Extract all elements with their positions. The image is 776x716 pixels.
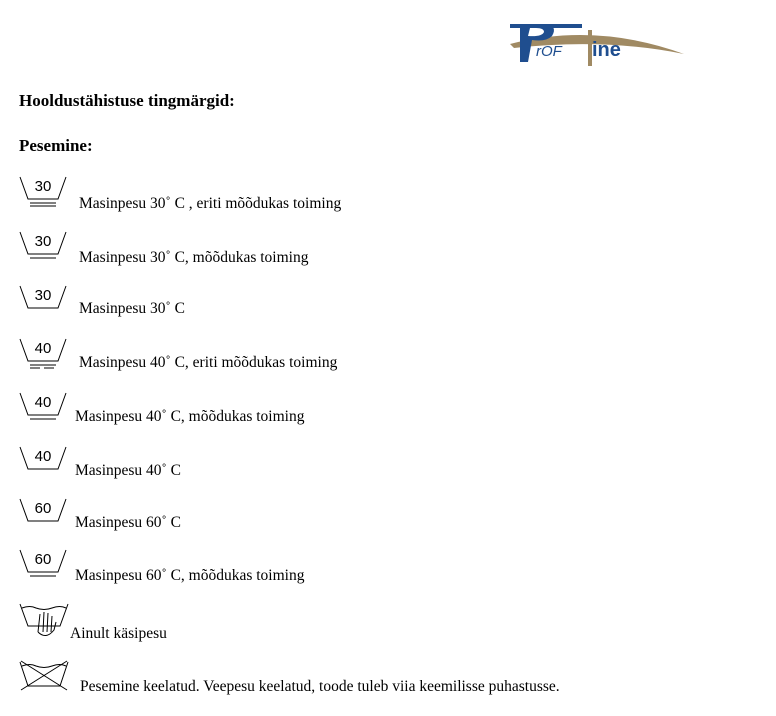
profline-logo [506, 18, 688, 70]
wash-temperature: 30 [34, 178, 52, 195]
wash-temperature: 60 [34, 551, 52, 568]
wash-symbol-label: Masinpesu 30˚ C , eriti mõõdukas toiming [79, 195, 342, 212]
wash-symbol-label: Masinpesu 60˚ C, mõõdukas toiming [75, 567, 305, 584]
svg-text:rOF: rOF [536, 43, 562, 60]
hand-wash-icon [18, 602, 70, 640]
wash-temperature: 40 [34, 448, 52, 465]
wash-symbol-label: Masinpesu 40˚ C, mõõdukas toiming [75, 408, 305, 425]
wash-symbol-label: Masinpesu 30˚ C, mõõdukas toiming [79, 249, 309, 266]
do-not-wash-icon [18, 658, 70, 694]
no-wash-label: Pesemine keelatud. Veepesu keelatud, toode tuleb viia keemilisse puhastusse. [80, 678, 560, 695]
hand-wash-label: Ainult käsipesu [70, 625, 167, 642]
wash-temperature: 60 [34, 500, 52, 517]
care-symbols-heading: Hooldustähistuse tingmärgid: [19, 91, 235, 110]
wash-symbol-label: Masinpesu 60˚ C [75, 514, 181, 531]
wash-symbol-label: Masinpesu 30˚ C [79, 300, 185, 317]
svg-text:ine: ine [592, 39, 621, 61]
logo-wordmark [506, 18, 551, 32]
wash-temperature: 30 [34, 233, 52, 250]
wash-symbol-label: Masinpesu 40˚ C [75, 462, 181, 479]
washing-heading: Pesemine: [19, 136, 93, 155]
wash-temperature: 30 [34, 287, 52, 304]
wash-temperature: 40 [34, 394, 52, 411]
wash-symbol-label: Masinpesu 40˚ C, eriti mõõdukas toiming [79, 354, 338, 371]
wash-temperature: 40 [34, 340, 52, 357]
